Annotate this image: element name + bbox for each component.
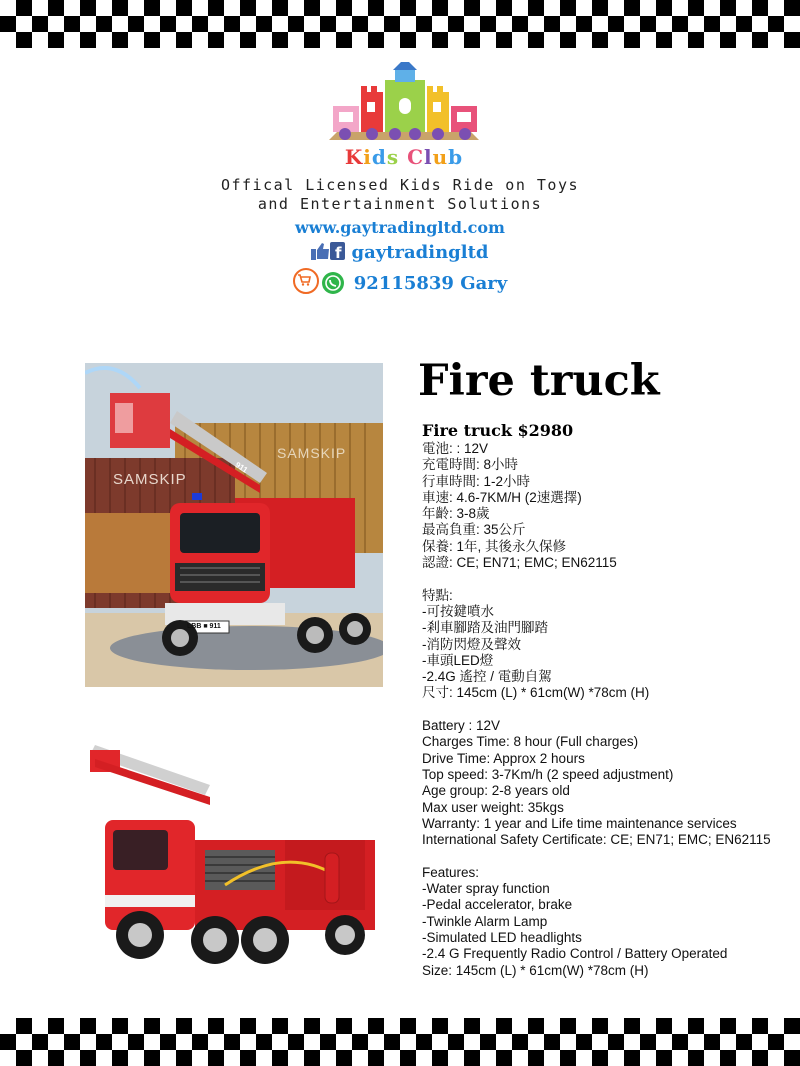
castle-train-icon [325, 62, 483, 144]
website-link[interactable]: www.gaytradingltd.com [295, 218, 505, 237]
feature-zh-item: -剎車腳踏及油門腳踏 [422, 620, 548, 636]
fire-truck-photo-white [85, 745, 383, 975]
phone-number: 92115839 Gary [353, 273, 508, 294]
spec-zh-age: 年齡: 3-8歲 [422, 506, 490, 522]
feature-en-item: -Simulated LED headlights [422, 929, 582, 945]
boom-number: 911 [233, 460, 250, 475]
features-en-heading: Features: [422, 864, 480, 880]
feature-zh-item: -車頭LED燈 [422, 652, 494, 668]
spec-en-certificate: International Safety Certificate: CE; EN71; EMC; EN62115 [422, 832, 771, 848]
spec-zh-certification: 認證: CE; EN71; EMC; EN62115 [422, 555, 617, 571]
spec-zh-battery: 電池: : 12V [422, 441, 489, 456]
feature-en-size: Size: 145cm (L) * 61cm(W) *78cm (H) [422, 962, 649, 978]
svg-text:f: f [335, 244, 343, 261]
checkered-border-bottom [0, 1018, 800, 1066]
spec-zh-drive-time: 行車時間: 1-2小時 [422, 473, 531, 489]
spacer [422, 702, 797, 718]
feature-en-item: -Water spray function [422, 881, 550, 897]
spec-en-drive-time: Drive Time: Approx 2 hours [422, 750, 585, 766]
tagline-line-2: and Entertainment Solutions [257, 195, 543, 213]
facebook-handle: gaytradingltd [351, 242, 489, 263]
feature-zh-size: 尺寸: 145cm (L) * 61cm(W) *78cm (H) [422, 685, 650, 701]
license-plate: LBB ■ 911 [187, 623, 221, 630]
feature-zh-item: -消防閃燈及聲效 [422, 636, 521, 652]
feature-zh-item: -2.4G 遙控 / 電動自駕 [422, 669, 552, 685]
spec-en-max-weight: Max user weight: 35kgs [422, 799, 564, 815]
whatsapp-icon [322, 272, 344, 294]
spec-en-battery: Battery : 12V [422, 718, 501, 734]
tagline-line-1: Offical Licensed Kids Ride on Toys [220, 176, 580, 194]
container-sign-2: SAMSKIP [277, 445, 347, 461]
spacer [422, 848, 797, 864]
spec-en-warranty: Warranty: 1 year and Life time maintenance services [422, 815, 737, 831]
spec-en-charge-time: Charges Time: 8 hour (Full charges) [422, 734, 639, 750]
shopping-cart-icon [293, 268, 319, 294]
container-sign: SAMSKIP [113, 471, 187, 488]
phone-line[interactable] [200, 268, 600, 294]
spec-zh-speed: 車速: 4.6-7KM/H (2速選擇) [422, 489, 582, 505]
spec-zh-max-load: 最高負重: 35公斤 [422, 522, 526, 538]
spec-zh-charge-time: 充電時間: 8小時 [422, 457, 519, 473]
feature-en-item: -Twinkle Alarm Lamp [422, 913, 548, 929]
feature-zh-item: -可按鍵噴水 [422, 603, 494, 619]
spec-en-age-group: Age group: 2-8 years old [422, 783, 570, 799]
spacer [422, 571, 797, 587]
product-price-heading: Fire truck $2980 [422, 421, 574, 440]
kids-club-logo [325, 62, 483, 172]
facebook-line[interactable] [200, 241, 600, 263]
product-title: Fire truck [418, 356, 660, 406]
logo-wordmark: Kids Club [344, 145, 464, 169]
checkered-border-top [0, 0, 800, 48]
spec-zh-warranty: 保養: 1年, 其後永久保修 [422, 538, 567, 554]
facebook-like-icon [311, 241, 345, 261]
spec-en-top-speed: Top speed: 3-7Km/h (2 speed adjustment) [422, 766, 674, 782]
product-specs [422, 441, 797, 979]
fire-truck-photo-yard [85, 363, 383, 687]
features-zh-heading: 特點: [422, 587, 453, 603]
feature-en-item: -Pedal accelerator, brake [422, 897, 573, 913]
feature-en-item: -2.4 G Frequently Radio Control / Battery Operated [422, 946, 728, 962]
